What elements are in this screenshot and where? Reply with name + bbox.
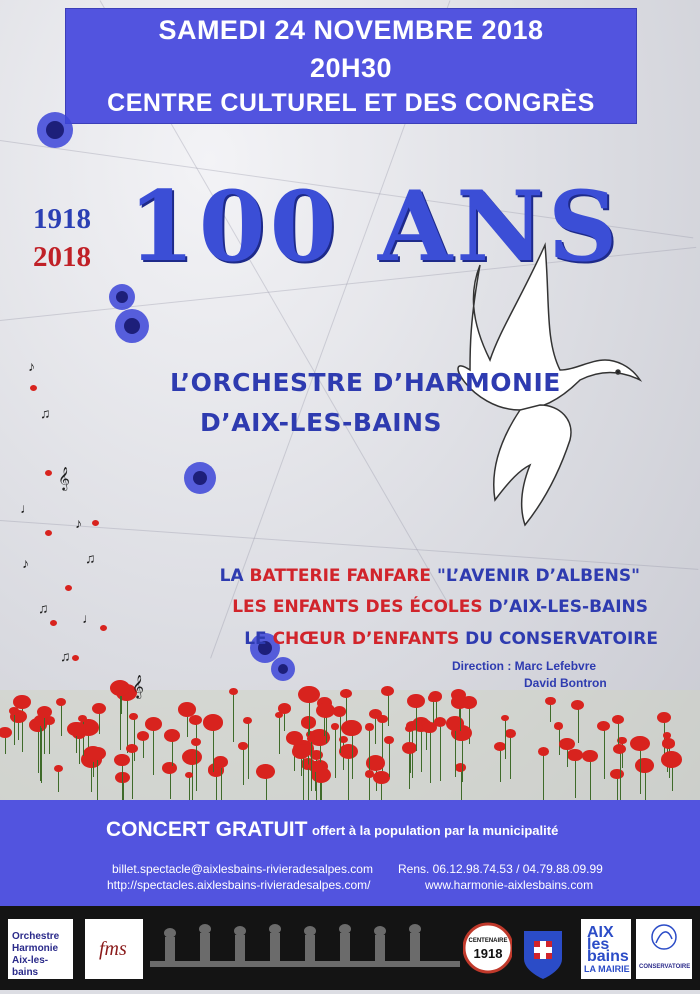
poppy-icon — [662, 738, 675, 748]
conservatoire-icon — [636, 919, 692, 959]
poppy-icon — [559, 738, 575, 750]
poppy-icon — [9, 707, 19, 715]
poppy-icon — [203, 714, 224, 731]
poppy-icon — [422, 722, 436, 734]
poppy-icon — [384, 736, 394, 744]
svg-text:1918: 1918 — [473, 946, 503, 961]
poppy-icon — [341, 720, 361, 736]
poppy-stem — [132, 749, 133, 799]
poppy-icon — [428, 694, 437, 701]
guest-choeur-enfants — [244, 629, 658, 649]
conservatoire-logo-text: CONSERVATOIRE — [639, 964, 691, 970]
poppy-stem — [121, 693, 122, 714]
poppy-icon — [402, 742, 417, 754]
direction-line2: David Bontron — [524, 676, 607, 690]
year-start: 1918 — [33, 203, 91, 235]
fanfare-shield-icon — [512, 919, 574, 989]
poppy-icon — [213, 756, 227, 768]
guest-batterie-fanfare — [220, 566, 640, 586]
poppy-icon — [129, 713, 137, 720]
poppy-icon — [545, 697, 555, 705]
poppy-stem — [279, 716, 280, 754]
centenaire-logo — [463, 916, 513, 980]
ticket-email[interactable]: billet.spectacle@aixlesbains-rivieradesalpes.com — [112, 862, 373, 876]
poppy-icon — [89, 747, 105, 760]
poppy-stem — [505, 719, 506, 759]
poppy-stem — [233, 692, 234, 742]
music-note-icon: ♫ — [60, 648, 71, 664]
poppy-stem — [58, 769, 59, 792]
poppy-icon — [92, 520, 99, 526]
poppy-icon — [191, 738, 201, 746]
poppy-stem — [455, 725, 456, 776]
mairie-logo-text: LA MAIRIE — [584, 964, 630, 974]
poppy-icon — [538, 747, 549, 756]
fms-logo-icon — [85, 919, 143, 979]
tickets-url[interactable]: http://spectacles.aixlesbains-rivieradesalpes.com/ — [107, 878, 371, 892]
guest-text: LE — [244, 629, 273, 649]
poppy-stem — [38, 727, 39, 773]
poppy-icon — [494, 742, 506, 751]
guest-text: "L’AVENIR D’ALBENS" — [431, 566, 640, 586]
poppy-icon — [339, 744, 358, 759]
poppy-icon — [65, 585, 72, 591]
cornflower-icon — [109, 284, 135, 310]
poppy-icon — [373, 771, 390, 785]
guest-text: LA — [219, 566, 250, 586]
poppy-stem — [79, 735, 80, 764]
poppy-stem — [44, 713, 45, 754]
treble-clef-icon: 𝄞 — [58, 468, 70, 490]
poppy-stem — [375, 715, 376, 744]
poppy-stem — [578, 706, 579, 743]
poppy-icon — [610, 769, 623, 780]
poppy-stem — [97, 755, 98, 800]
music-note-icon: ♩ — [82, 610, 96, 626]
concert-offered: offert à la population par la municipalité — [312, 823, 559, 838]
poppy-icon — [162, 762, 177, 774]
poppy-stem — [49, 722, 50, 754]
poppy-stem — [462, 735, 463, 782]
cornflower-icon — [115, 309, 149, 343]
poppy-icon — [292, 744, 311, 759]
harmonie-logo-text: Orchestre Harmonie Aix-les-bains — [12, 931, 60, 978]
poppy-icon — [45, 530, 52, 536]
poppy-stem — [604, 727, 605, 779]
treble-clef-icon: 𝄞 — [132, 676, 144, 698]
poppy-stem — [388, 692, 389, 726]
music-note-icon: ♩ — [20, 500, 34, 516]
poppy-icon — [340, 689, 352, 699]
guest-highlight: BATTERIE FANFARE — [249, 566, 432, 586]
guest-text: DU CONSERVATOIRE — [459, 629, 658, 649]
poppy-stem — [543, 752, 544, 800]
phone-numbers: Rens. 06.12.98.74.53 / 04.79.88.09.99 — [398, 862, 603, 876]
poppy-stem — [348, 753, 349, 800]
poppy-stem — [122, 762, 123, 800]
music-note-icon: ♫ — [85, 550, 96, 566]
poppy-icon — [407, 694, 425, 708]
poppy-icon — [45, 470, 52, 476]
poppy-icon — [381, 686, 394, 696]
poppy-stem — [248, 722, 249, 779]
cornflower-icon — [271, 657, 295, 681]
poppy-stem — [617, 775, 618, 800]
poppy-stem — [640, 746, 641, 794]
event-time: 20H30 — [309, 53, 393, 83]
poppy-icon — [229, 688, 238, 695]
poppy-icon — [145, 717, 163, 731]
poppy-stem — [153, 725, 154, 774]
music-note-icon: ♪ — [75, 515, 82, 531]
poppy-icon — [635, 758, 653, 773]
poppy-stem — [352, 730, 353, 779]
fanfare-logo — [512, 919, 574, 979]
poppy-stem — [440, 723, 441, 781]
years-label — [33, 200, 91, 276]
poppy-stem — [221, 764, 222, 800]
main-title: 100 ANS — [128, 170, 622, 283]
music-note-icon: ♫ — [40, 405, 51, 421]
guest-highlight: CHŒUR D’ENFANTS — [272, 629, 460, 649]
svg-text:fms: fms — [99, 938, 127, 960]
poppy-icon — [365, 723, 375, 731]
soldiers-silhouette-icon — [150, 915, 460, 985]
poppy-icon — [307, 735, 315, 742]
poppy-stem — [500, 748, 501, 782]
poppy-stem — [335, 727, 336, 777]
poppy-icon — [37, 706, 52, 718]
poppy-stem — [550, 702, 551, 722]
year-end: 2018 — [33, 241, 91, 273]
music-note-icon: ♫ — [38, 600, 49, 616]
poppy-stem — [430, 729, 431, 784]
poppy-icon — [571, 700, 584, 710]
fms-logo — [85, 919, 143, 979]
poppy-icon — [505, 729, 516, 738]
music-note-icon: ♪ — [28, 358, 35, 374]
orchestra-line1: L’ORCHESTRE D’HARMONIE — [170, 368, 561, 397]
cornflower-icon — [184, 462, 216, 494]
poppy-stem — [120, 690, 121, 750]
poppy-icon — [630, 736, 649, 751]
guest-enfants-ecoles — [232, 597, 648, 617]
poppy-stem — [620, 750, 621, 800]
aix-logo-text: AIX les bains — [587, 924, 629, 965]
website-url[interactable]: www.harmonie-aixlesbains.com — [425, 878, 594, 892]
poppy-icon — [126, 744, 137, 753]
poppy-stem — [389, 741, 390, 777]
poppy-icon — [455, 763, 466, 772]
poppy-icon — [256, 764, 275, 779]
svg-text:CENTENAIRE: CENTENAIRE — [468, 938, 508, 944]
guest-text: D’AIX-LES-BAINS — [482, 597, 648, 617]
poppy-stem — [196, 743, 197, 791]
cornflower-icon — [37, 112, 73, 148]
poppy-icon — [365, 770, 374, 777]
event-date: SAMEDI 24 NOVEMBRE 2018 — [158, 15, 544, 45]
poppy-stem — [575, 757, 576, 798]
direction-line1: Direction : Marc Lefebvre — [452, 659, 597, 673]
poppy-icon — [369, 709, 382, 719]
poppy-icon — [50, 620, 57, 626]
poppy-icon — [100, 625, 107, 631]
poppy-stem — [311, 739, 312, 790]
poppy-icon — [182, 749, 202, 765]
poppy-stem — [213, 725, 214, 773]
poppy-icon — [331, 723, 339, 729]
guest-highlight: LES ENFANTS DES ÉCOLES — [232, 597, 483, 617]
poppy-stem — [192, 759, 193, 800]
poppy-stem — [170, 770, 171, 799]
poppy-stem — [61, 703, 62, 736]
poppy-icon — [67, 722, 86, 737]
poppy-icon — [54, 765, 63, 772]
poppy-stem — [421, 726, 422, 772]
aix-mairie-logo — [581, 919, 631, 979]
poppy-stem — [590, 758, 591, 800]
harmonie-logo — [8, 919, 73, 979]
poppy-stem — [189, 776, 190, 800]
poppy-stem — [369, 775, 370, 800]
poppy-stem — [416, 703, 417, 751]
music-note-icon: ♪ — [22, 555, 29, 571]
orchestra-line2: D’AIX-LES-BAINS — [200, 408, 443, 437]
conservatoire-logo — [636, 919, 692, 979]
poppy-stem — [340, 713, 341, 753]
concert-gratuit: CONCERT GRATUIT — [106, 818, 308, 841]
event-venue: CENTRE CULTUREL ET DES CONGRÈS — [107, 89, 595, 117]
poppy-stem — [134, 717, 135, 761]
poppy-stem — [243, 747, 244, 785]
poppy-stem — [510, 734, 511, 779]
poppy-icon — [72, 655, 79, 661]
poppy-stem — [40, 722, 41, 781]
poppy-icon — [238, 742, 247, 749]
poppy-stem — [14, 712, 15, 745]
poppy-icon — [446, 716, 465, 731]
poppy-icon — [30, 385, 37, 391]
